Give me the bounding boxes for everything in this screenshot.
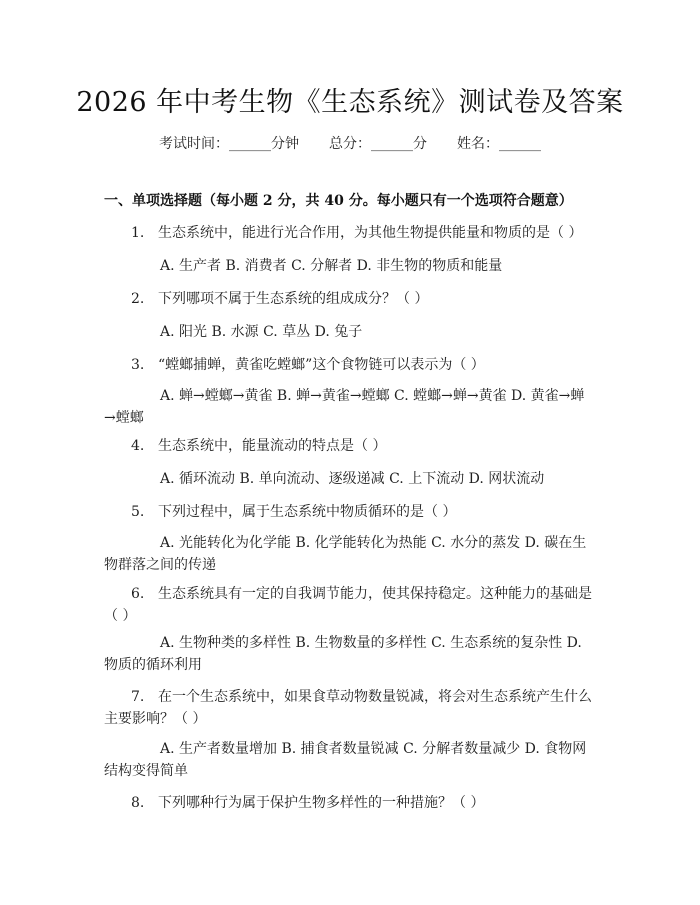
question-4: [104, 435, 592, 457]
question-5: [104, 501, 592, 523]
question-2: [104, 288, 592, 310]
question-number: 5.: [131, 504, 145, 520]
student-name-field: 姓名：______: [457, 136, 541, 152]
question-4-options: A. 循环流动 B. 单向流动、逐级递减 C. 上下流动 D. 网状流动: [160, 471, 545, 487]
question-number: 6.: [131, 586, 145, 602]
question-number: 8.: [131, 795, 145, 811]
question-8: [104, 792, 592, 814]
question-number: 1.: [131, 225, 145, 241]
question-number: 2.: [131, 291, 145, 307]
question-1: [104, 222, 592, 244]
exam-time-field: 考试时间：______分钟: [159, 136, 299, 152]
exam-meta: [0, 133, 700, 153]
question-6-options: A. 生物种类的多样性 B. 生物数量的多样性 C. 生态系统的复杂性 D. 物质的循环利用: [104, 635, 582, 673]
total-score-field: 总分：______分: [329, 136, 427, 152]
question-number: 3.: [131, 357, 145, 373]
question-text: 下列哪种行为属于保护生物多样性的一种措施？（ ）: [158, 795, 485, 811]
question-1-options: A. 生产者 B. 消费者 C. 分解者 D. 非生物的物质和能量: [160, 258, 503, 274]
question-text: 下列过程中，属于生态系统中物质循环的是（ ）: [158, 504, 457, 520]
question-2-options: A. 阳光 B. 水源 C. 草丛 D. 兔子: [160, 324, 363, 340]
question-3: [104, 354, 592, 376]
question-number: 7.: [131, 689, 145, 705]
question-text: 生态系统具有一定的自我调节能力，使其保持稳定。这种能力的基础是（ ）: [104, 586, 592, 624]
question-text: 在一个生态系统中，如果食草动物数量锐减，将会对生态系统产生什么主要影响？（ ）: [104, 689, 592, 727]
question-5-options: A. 光能转化为化学能 B. 化学能转化为热能 C. 水分的蒸发 D. 碳在生物群落之间的传递: [104, 535, 587, 573]
question-3-options: A. 蝉→螳螂→黄雀 B. 蝉→黄雀→螳螂 C. 螳螂→蝉→黄雀 D. 黄雀→蝉→螳螂: [104, 388, 585, 426]
question-7-options: A. 生产者数量增加 B. 捕食者数量锐减 C. 分解者数量减少 D. 食物网结构变得简单: [104, 741, 587, 779]
page-title: 2026 年中考生物《生态系统》测试卷及答案: [76, 87, 624, 118]
question-7: [104, 686, 592, 730]
question-6: [104, 583, 592, 627]
question-text: 生态系统中，能量流动的特点是（ ）: [158, 438, 387, 454]
question-text: “螳螂捕蝉，黄雀吃螳螂”这个食物链可以表示为（ ）: [158, 357, 485, 373]
question-text: 生态系统中，能进行光合作用，为其他生物提供能量和物质的是（ ）: [158, 225, 583, 241]
section-heading: 一、单项选择题（每小题 2 分，共 40 分。每小题只有一个选项符合题意）: [104, 193, 573, 209]
question-text: 下列哪项不属于生态系统的组成成分？（ ）: [158, 291, 429, 307]
question-number: 4.: [131, 438, 145, 454]
